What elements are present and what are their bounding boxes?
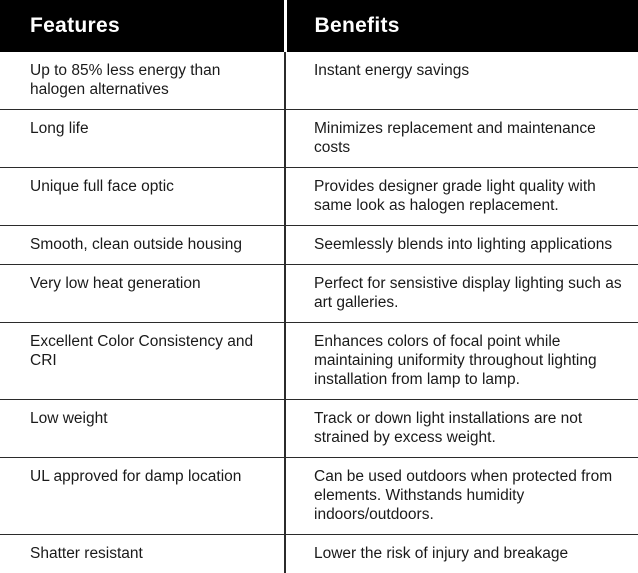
column-header-features: Features bbox=[0, 0, 285, 52]
benefit-cell: Enhances colors of focal point while maintaining uniformity throughout lighting installation from lamp to lamp. bbox=[285, 323, 638, 400]
column-header-benefits: Benefits bbox=[285, 0, 638, 52]
benefit-cell: Instant energy savings bbox=[285, 52, 638, 110]
benefit-cell: Provides designer grade light quality with same look as halogen replacement. bbox=[285, 168, 638, 226]
feature-cell: Shatter resistant bbox=[0, 535, 285, 573]
feature-cell: Excellent Color Consistency and CRI bbox=[0, 323, 285, 400]
table-row bbox=[0, 458, 638, 535]
benefit-cell: Minimizes replacement and maintenance costs bbox=[285, 110, 638, 168]
benefit-cell: Track or down light installations are not strained by excess weight. bbox=[285, 400, 638, 458]
table-row bbox=[0, 226, 638, 265]
table-row bbox=[0, 535, 638, 573]
feature-cell: Unique full face optic bbox=[0, 168, 285, 226]
feature-cell: Long life bbox=[0, 110, 285, 168]
table-header-row bbox=[0, 0, 638, 52]
table-row bbox=[0, 400, 638, 458]
feature-cell: Up to 85% less energy than halogen alternatives bbox=[0, 52, 285, 110]
table-row bbox=[0, 168, 638, 226]
table-row bbox=[0, 265, 638, 323]
table-header bbox=[0, 0, 638, 52]
benefit-cell: Perfect for sensistive display lighting such as art galleries. bbox=[285, 265, 638, 323]
benefit-cell: Can be used outdoors when protected from elements. Withstands humidity indoors/outdoors. bbox=[285, 458, 638, 535]
feature-cell: Smooth, clean outside housing bbox=[0, 226, 285, 265]
table-row bbox=[0, 52, 638, 110]
feature-cell: UL approved for damp location bbox=[0, 458, 285, 535]
feature-cell: Very low heat generation bbox=[0, 265, 285, 323]
table-row bbox=[0, 110, 638, 168]
benefit-cell: Seemlessly blends into lighting applications bbox=[285, 226, 638, 265]
table-body bbox=[0, 52, 638, 573]
table-row bbox=[0, 323, 638, 400]
feature-cell: Low weight bbox=[0, 400, 285, 458]
benefit-cell: Lower the risk of injury and breakage bbox=[285, 535, 638, 573]
